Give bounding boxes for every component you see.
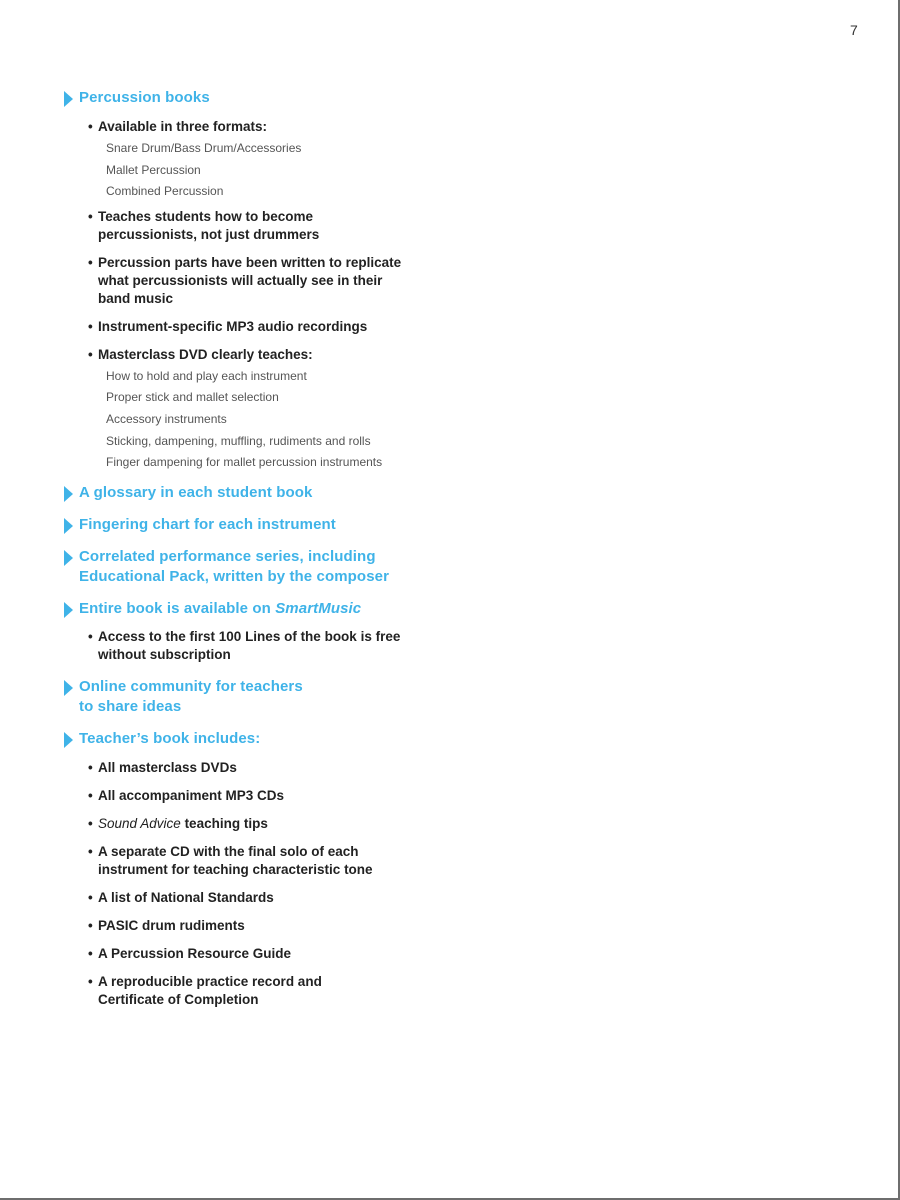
arrow-bullet-icon <box>64 680 73 696</box>
arrow-bullet-icon <box>64 518 73 534</box>
heading-teachers-book <box>62 729 482 749</box>
sub-item: Finger dampening for mallet percussion instruments <box>106 455 383 470</box>
bullet-dot-icon: • <box>88 759 93 775</box>
smartmusic-brand: SmartMusic <box>275 599 362 617</box>
feature-list <box>62 88 482 1009</box>
bullet-dot-icon: • <box>88 815 93 831</box>
bullet-pasic <box>88 917 482 935</box>
bullet-dot-icon: • <box>88 254 93 270</box>
heading-correlated <box>62 547 482 587</box>
bullet-text: A Percussion Resource Guide <box>98 945 292 961</box>
bullet-practice-record <box>88 973 482 1009</box>
heading-fingering <box>62 515 482 535</box>
bullet-text: Instrument-specific MP3 audio recordings <box>98 318 368 334</box>
arrow-bullet-icon <box>64 602 73 618</box>
bullet-text: Certificate of Completion <box>98 991 259 1007</box>
bullet-text: percussionists, not just drummers <box>98 226 320 242</box>
bullet-dot-icon: • <box>88 945 93 961</box>
arrow-bullet-icon <box>64 91 73 107</box>
bullet-cds <box>88 787 482 805</box>
bullet-dot-icon: • <box>88 843 93 859</box>
heading-text: to share ideas <box>79 697 182 715</box>
heading-percussion-books <box>62 88 482 108</box>
sub-item: How to hold and play each instrument <box>106 368 307 383</box>
bullet-text: All masterclass DVDs <box>98 759 237 775</box>
bullet-dvd <box>88 346 482 364</box>
heading-text: Entire book is available on <box>79 599 276 617</box>
bullet-text: instrument for teaching characteristic tone <box>98 861 373 877</box>
bullet-text: PASIC drum rudiments <box>98 917 245 933</box>
bullet-text: A reproducible practice record and <box>98 973 322 989</box>
bullet-dot-icon: • <box>88 973 93 989</box>
bullet-text: what percussionists will actually see in their <box>98 272 383 288</box>
heading-text: Online community for teachers <box>79 677 303 695</box>
heading-text: Teacher’s book includes: <box>79 729 261 747</box>
bullet-text: without subscription <box>98 646 231 662</box>
sub-item: Accessory instruments <box>106 411 227 426</box>
heading-glossary <box>62 483 482 503</box>
sub-item: Proper stick and mallet selection <box>106 390 279 405</box>
bullet-dot-icon: • <box>88 917 93 933</box>
arrow-bullet-icon <box>64 486 73 502</box>
sound-advice-title: Sound Advice <box>98 815 181 831</box>
bullet-dvds <box>88 759 482 777</box>
bullet-text: Access to the first 100 Lines of the book is free <box>98 628 401 644</box>
bullet-standards <box>88 889 482 907</box>
bullet-text: A list of National Standards <box>98 889 274 905</box>
sub-item: Combined Percussion <box>106 184 224 199</box>
heading-text: Fingering chart for each instrument <box>79 515 336 533</box>
bullet-separate-cd <box>88 843 482 879</box>
bullet-access <box>88 628 482 664</box>
bullet-mp3 <box>88 318 482 336</box>
heading-text: Correlated performance series, including <box>79 547 376 565</box>
bullet-teaches <box>88 208 482 244</box>
heading-text: Educational Pack, written by the composer <box>79 567 390 585</box>
bullet-parts <box>88 254 482 308</box>
bullet-dot-icon: • <box>88 119 93 134</box>
bullet-text: Masterclass DVD clearly teaches: <box>98 346 313 362</box>
bullet-dot-icon: • <box>88 787 93 803</box>
bullet-dot-icon: • <box>88 346 93 362</box>
bullet-text: A separate CD with the final solo of each <box>98 843 359 859</box>
sub-item: Sticking, dampening, muffling, rudiments and rolls <box>106 433 371 448</box>
bullet-text: band music <box>98 290 174 306</box>
heading-smartmusic <box>62 599 482 619</box>
arrow-bullet-icon <box>64 732 73 748</box>
bullet-text: All accompaniment MP3 CDs <box>98 787 285 803</box>
heading-text: A glossary in each student book <box>79 483 313 501</box>
heading-online-community <box>62 677 482 717</box>
bullet-dot-icon: • <box>88 889 93 905</box>
bullet-dot-icon: • <box>88 318 93 334</box>
bullet-text: Available in three formats: <box>98 119 268 134</box>
sub-item: Snare Drum/Bass Drum/Accessories <box>106 141 302 155</box>
heading-text: Percussion books <box>79 89 210 106</box>
bullet-resource-guide <box>88 945 482 963</box>
bullet-text: Percussion parts have been written to replicate <box>98 254 402 270</box>
page-number: 7 <box>850 22 858 38</box>
bullet-dot-icon: • <box>88 628 93 644</box>
bullet-formats <box>88 118 482 136</box>
bullet-text: Teaches students how to become <box>98 208 314 224</box>
bullet-sound-advice <box>88 815 482 833</box>
bullet-dot-icon: • <box>88 208 93 224</box>
arrow-bullet-icon <box>64 550 73 566</box>
sub-item: Mallet Percussion <box>106 162 201 177</box>
bullet-text: teaching tips <box>180 815 268 831</box>
